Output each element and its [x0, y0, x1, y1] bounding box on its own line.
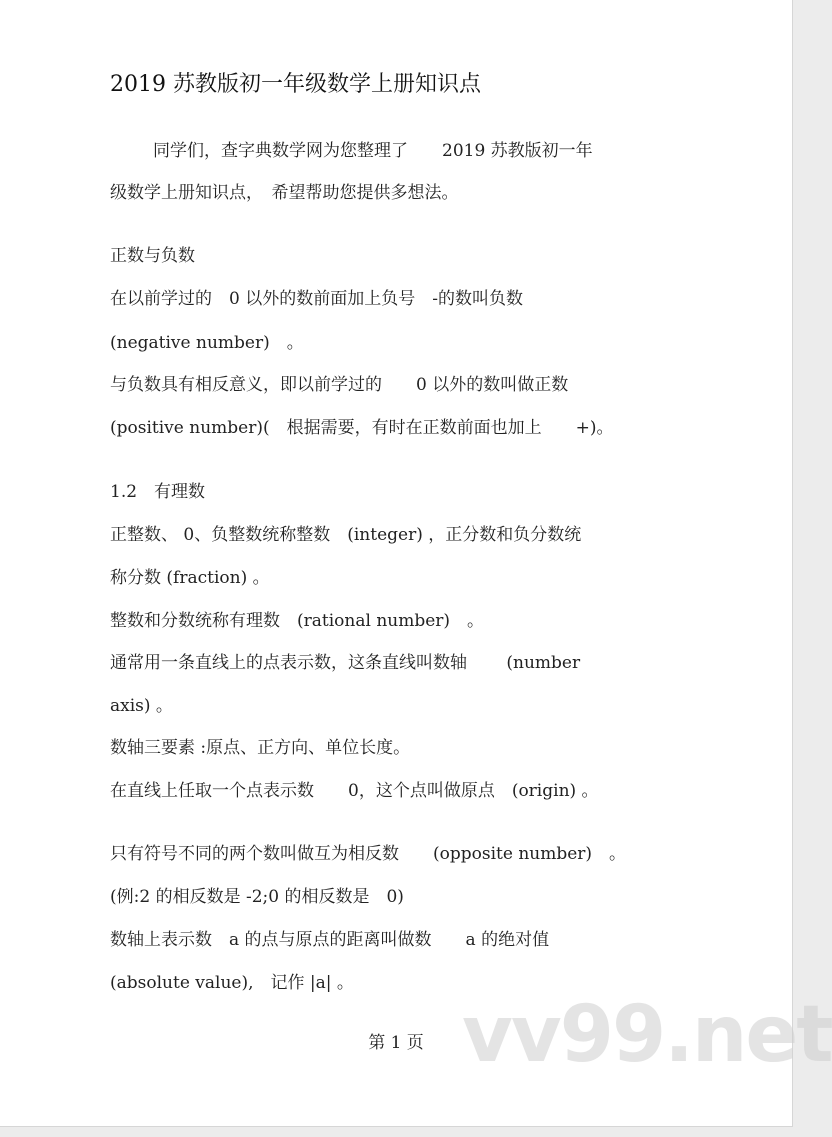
- paragraph-line: 整数和分数统称有理数 (rational number) 。: [110, 611, 485, 631]
- document-title: 2019 苏教版初一年级数学上册知识点: [110, 72, 481, 97]
- paragraph-line: 同学们，查字典数学网为您整理了 2019 苏教版初一年: [153, 141, 593, 161]
- paragraph-line: 数轴三要素 :原点、正方向、单位长度。: [110, 738, 411, 758]
- paragraph-line: 只有符号不同的两个数叫做互为相反数 (opposite number) 。: [110, 844, 627, 864]
- paragraph-line: 在直线上任取一个点表示数 0，这个点叫做原点 (origin) 。: [110, 781, 599, 801]
- paragraph-line: (例:2 的相反数是 -2;0 的相反数是 0): [110, 887, 404, 907]
- paragraph-line: 数轴上表示数 a 的点与原点的距离叫做数 a 的绝对值: [110, 930, 550, 950]
- page-number: 第 1 页: [368, 1033, 424, 1053]
- section-heading: 正数与负数: [110, 246, 195, 266]
- paragraph-line: 称分数 (fraction) 。: [110, 568, 270, 588]
- paragraph-line: (absolute value), 记作 |a| 。: [110, 973, 354, 993]
- section-heading: 1.2 有理数: [110, 482, 206, 502]
- paragraph-line: 正整数、 0、负整数统称整数 (integer) ，正分数和负分数统: [110, 525, 582, 545]
- paragraph-line: axis) 。: [110, 696, 173, 716]
- paragraph-line: 级数学上册知识点， 希望帮助您提供多想法。: [110, 183, 459, 203]
- watermark-logo: vv99.net: [462, 990, 832, 1080]
- paragraph-line: (positive number)( 根据需要，有时在正数前面也加上 +)。: [110, 418, 614, 438]
- paragraph-line: 通常用一条直线上的点表示数，这条直线叫数轴 (number: [110, 653, 581, 673]
- paragraph-line: 在以前学过的 0 以外的数前面加上负号 -的数叫负数: [110, 289, 523, 309]
- paragraph-line: (negative number) 。: [110, 333, 304, 353]
- paragraph-line: 与负数具有相反意义，即以前学过的 0 以外的数叫做正数: [110, 375, 569, 395]
